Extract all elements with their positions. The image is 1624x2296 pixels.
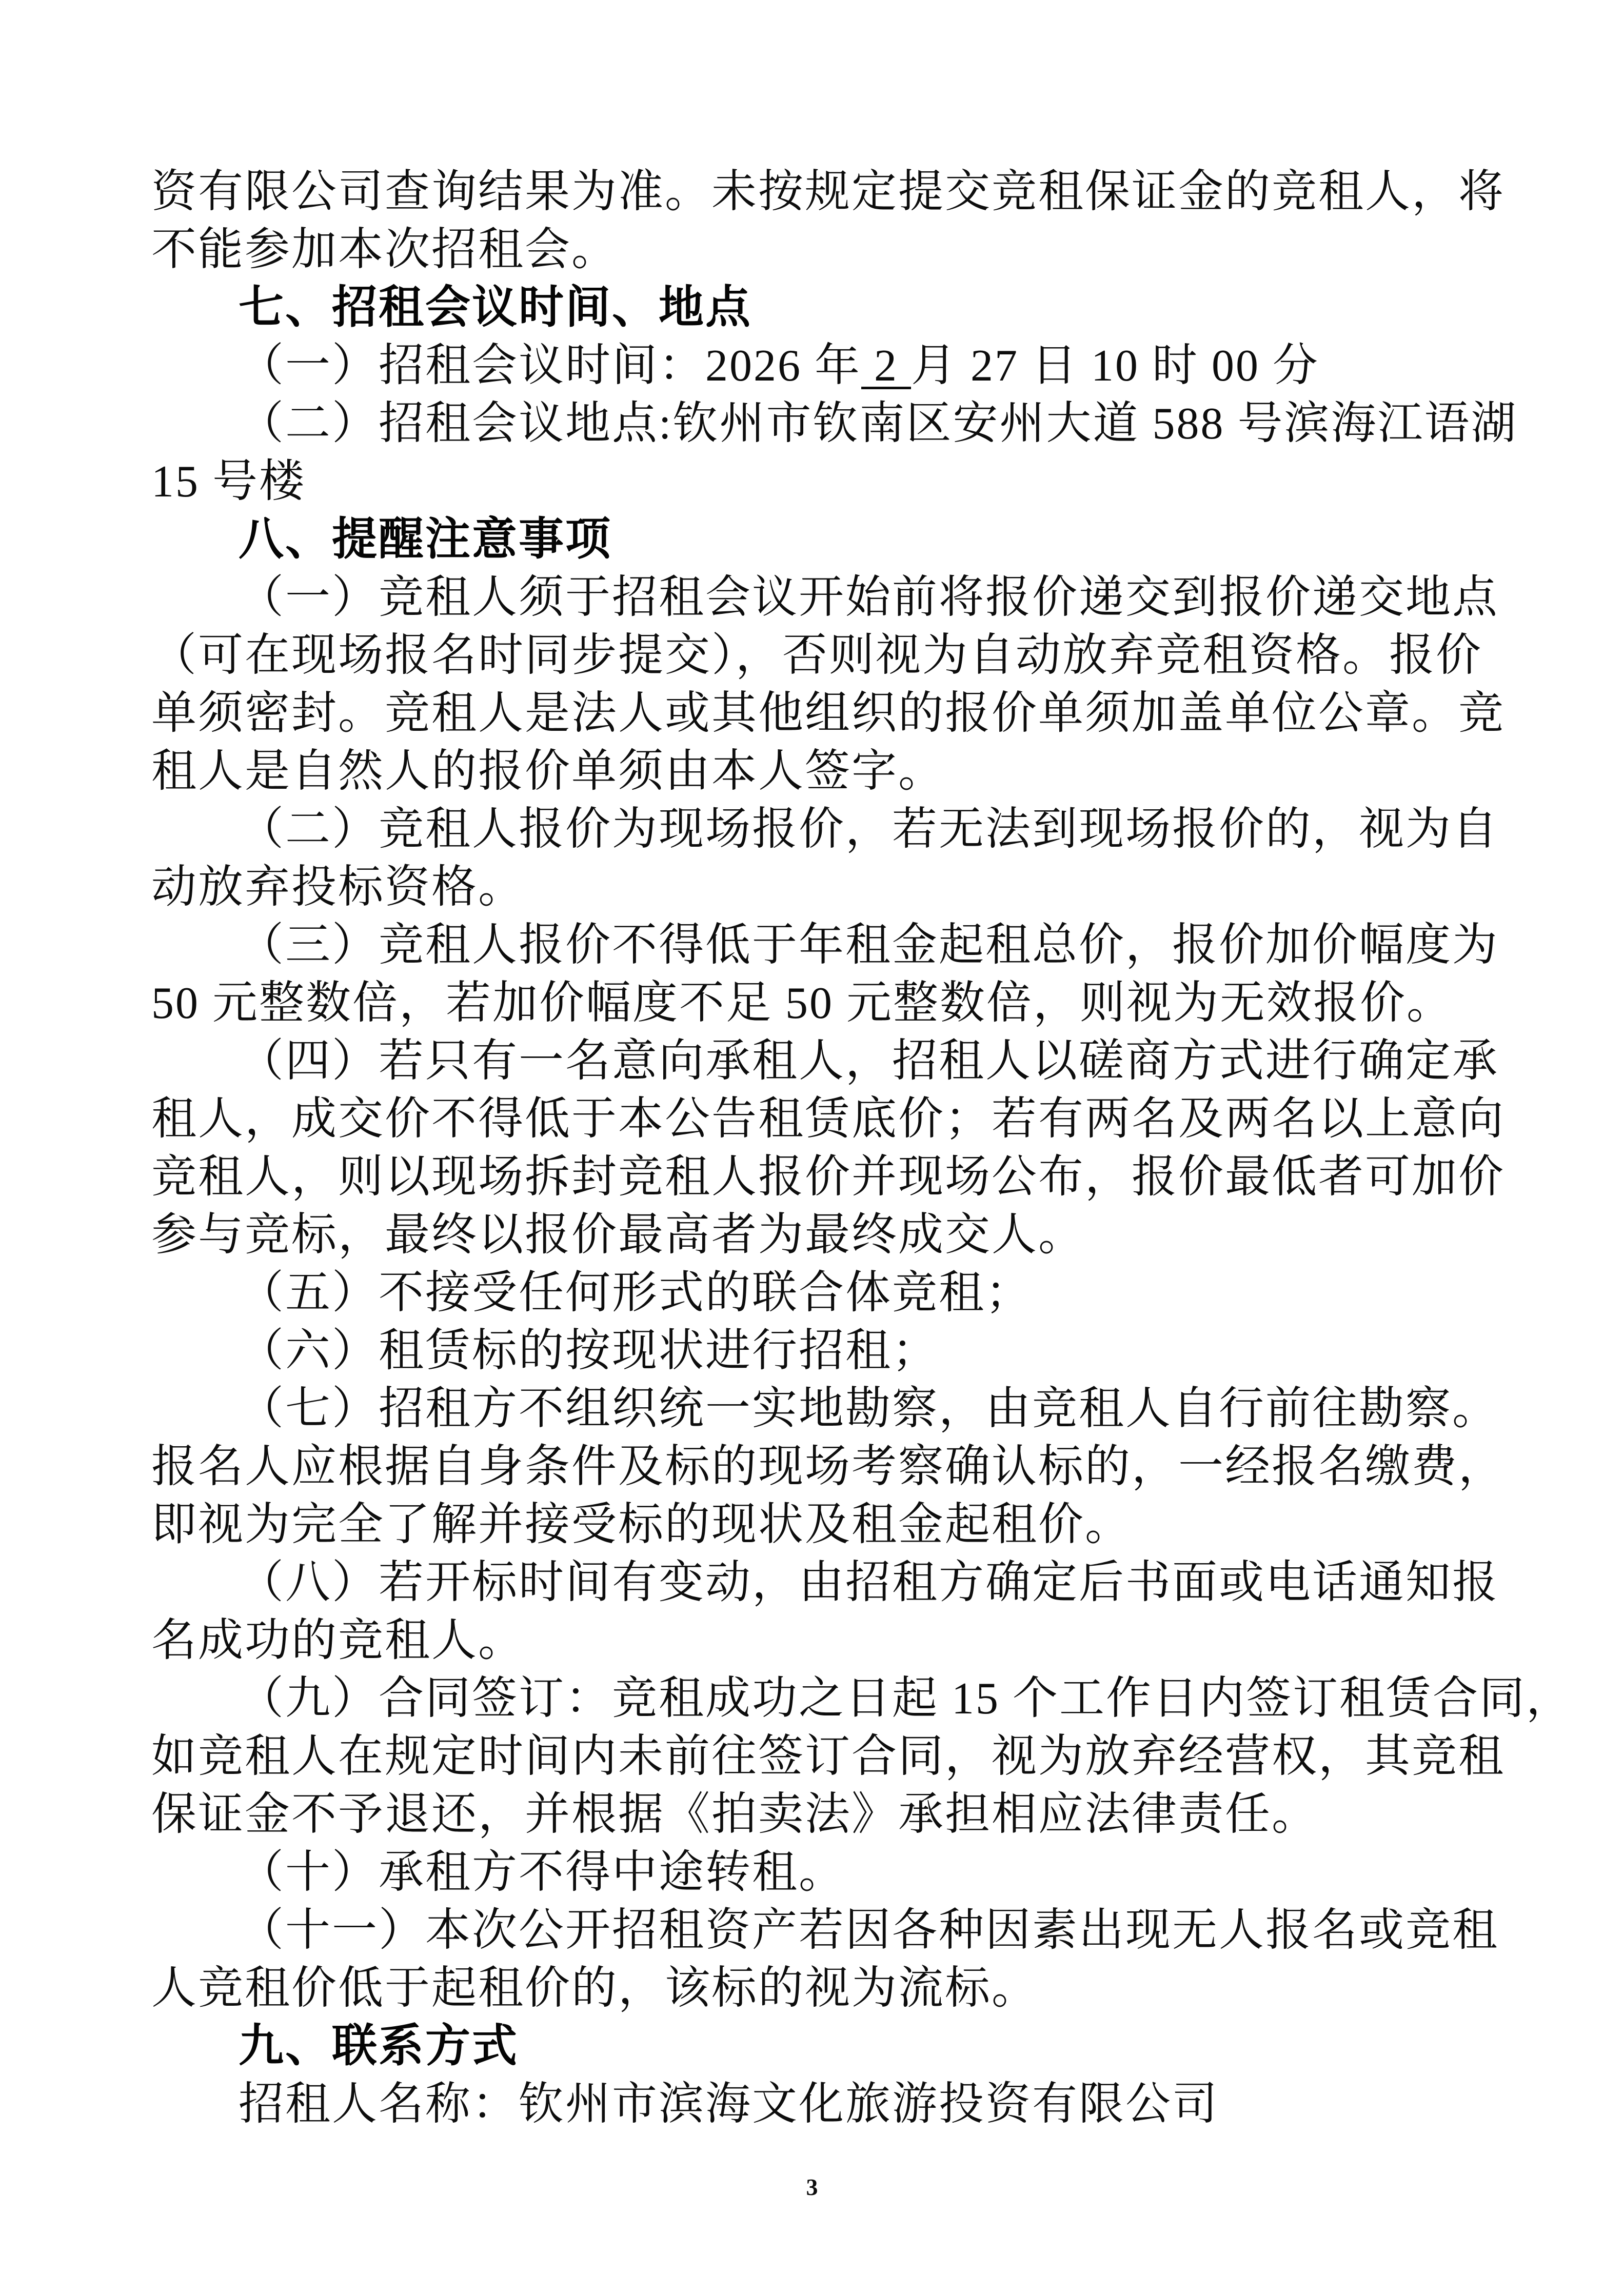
text-line [151,743,1488,801]
section-heading [151,2018,1488,2075]
text-line [151,1554,1499,1612]
text-segment: 报名人应根据自身条件及标的现场考察确认标的，一经报名缴费， [151,1442,1506,1492]
text-line [151,974,1488,1032]
text-segment: 50 元整数倍，若加价幅度不足 50 元整数倍，则视为无效报价。 [151,979,1454,1028]
text-segment: 不能参加本次招租会。 [151,225,619,275]
text-segment: 名成功的竞租人。 [151,1616,525,1666]
text-line [151,1148,1506,1206]
text-line [151,221,1488,279]
section-heading [151,511,1488,569]
text-segment: 资有限公司查询结果为准。未按规定提交竞租保证金的竞租人，将 [151,167,1506,217]
text-line [151,916,1499,974]
text-segment: 如竞租人在规定时间内未前往签订合同，视为放弃经营权，其竞租 [151,1732,1506,1782]
text-segment: （五）不接受任何形式的联合体竞租； [239,1268,1033,1318]
text-line [151,1264,1488,1322]
text-segment: 月 27 日 10 时 00 分 [911,341,1320,391]
underlined-text: 2 [861,341,912,391]
text-line [151,1670,1573,1728]
text-segment: 保证金不予退还，并根据《拍卖法》承担相应法律责任。 [151,1790,1319,1840]
text-segment: （一）竞租人须于招租会议开始前将报价递交到报价递交地点 [239,573,1499,623]
text-line [151,627,1488,685]
text-segment: 即视为完全了解并接受标的现状及租金起租价。 [151,1500,1132,1550]
text-line [151,1960,1488,2018]
text-segment: （可在现场报名时同步提交），否则视为自动放弃竞租资格。报价 [151,631,1483,681]
text-segment: 参与竞标，最终以报价最高者为最终成交人。 [151,1210,1085,1260]
text-line [151,1728,1506,1786]
text-line [151,1206,1488,1264]
text-segment: 动放弃投标资格。 [151,863,525,912]
text-segment: （十一）本次公开招租资产若因各种因素出现无人报名或竞租 [239,1906,1499,1955]
text-segment: 租人，成交价不得低于本公告租赁底价；若有两名及两名以上意向 [151,1094,1506,1144]
text-segment: 九、联系方式 [239,2022,519,2071]
text-segment: 单须密封。竞租人是法人或其他组织的报价单须加盖单位公章。竞 [151,689,1506,738]
text-line [151,1032,1499,1090]
text-segment: 七、招租会议时间、地点 [239,283,752,333]
text-segment: （六）租赁标的按现状进行招租； [239,1326,939,1376]
text-segment: （十）承租方不得中途转租。 [239,1848,846,1898]
text-line [151,1902,1499,1960]
text-segment: （二）竞租人报价为现场报价，若无法到现场报价的，视为自 [239,805,1499,854]
text-segment: 租人是自然人的报价单须由本人签字。 [151,747,945,796]
text-line [151,569,1499,627]
text-line [151,685,1506,743]
text-line [151,1496,1488,1554]
text-line [151,1612,1488,1670]
text-line [151,395,1518,453]
section-heading [151,279,1488,337]
text-line [151,1090,1506,1148]
document-body [151,163,1573,2133]
text-segment: （三）竞租人报价不得低于年租金起租总价，报价加价幅度为 [239,921,1499,970]
text-segment: （一）招租会议时间：2026 年 [239,341,862,391]
text-line [151,1786,1488,1844]
text-line [151,1844,1488,1902]
text-line [151,2075,1488,2133]
text-segment: 15 号楼 [151,457,306,507]
text-segment: （二）招租会议地点:钦州市钦南区安州大道 588 号滨海江语湖 [239,399,1518,449]
text-segment: （八）若开标时间有变动，由招租方确定后书面或电话通知报 [239,1558,1499,1608]
text-line [151,858,1488,916]
text-segment: （九）合同签订：竞租成功之日起 15 个工作日内签订租赁合同， [239,1674,1573,1724]
text-line [151,1380,1499,1438]
text-line [151,163,1506,221]
text-line [151,1322,1488,1380]
text-segment: 竞租人，则以现场拆封竞租人报价并现场公布，报价最低者可加价 [151,1152,1506,1202]
text-segment: （七）招租方不组织统一实地勘察，由竞租人自行前往勘察。 [239,1384,1499,1434]
page-number: 3 [806,2174,818,2200]
text-segment: 八、提醒注意事项 [239,515,612,565]
text-line [151,337,1488,395]
text-segment: （四）若只有一名意向承租人，招租人以磋商方式进行确定承 [239,1036,1499,1086]
text-line [151,453,1488,511]
text-segment: 人竞租价低于起租价的，该标的视为流标。 [151,1964,1039,2013]
text-segment: 招租人名称：钦州市滨海文化旅游投资有限公司 [239,2080,1219,2129]
text-line [151,1438,1506,1496]
text-line [151,801,1499,858]
